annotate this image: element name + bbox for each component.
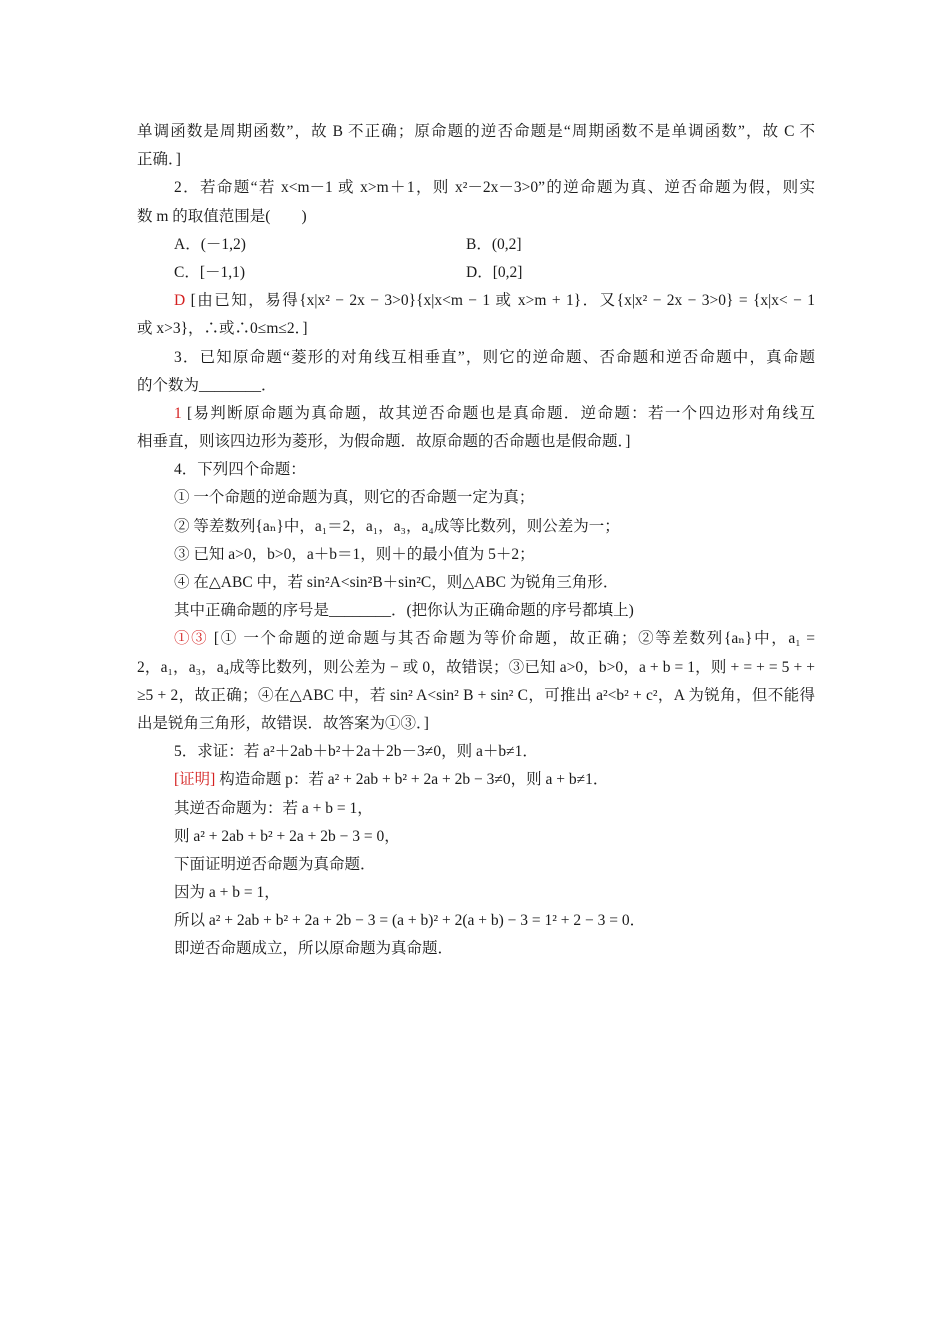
text-line: 因为 a + b = 1，	[174, 884, 280, 902]
option-c: C．[－1,1)	[174, 263, 246, 281]
text-line: 则 a² + 2ab + b² + 2a + 2b − 3 = 0，	[174, 827, 400, 845]
text-line: 2，a₁，a₃，a₄成等比数列，则公差为 − 或 0，故错误；③已知 a>0，b>0，a + b = 1，则 + = + = 5 + +	[137, 658, 815, 676]
answer-options-row	[137, 231, 815, 259]
answer-line: D [由已知，易得{x|x² − 2x − 3>0}{x|x<m − 1 或 x>m + 1}．又{x|x² − 2x − 3>0} = {x|x< − 1	[174, 292, 815, 310]
text-line: 5．求证：若 a²＋2ab＋b²＋2a＋2b－3≠0，则 a＋b≠1．	[174, 743, 538, 761]
text-line: 4．下列四个命题：	[174, 461, 306, 479]
text-line: 或 x>3}，∴或∴0≤m≤2．]	[137, 320, 308, 338]
text-line: 出是锐角三角形，故错误．故答案为①③．]	[137, 714, 429, 732]
text-line: ≥5 + 2，故正确；④在△ABC 中，若 sin² A<sin² B + sin² C，可推出 a²<b² + c²，A 为锐角，但不能得	[137, 686, 815, 704]
text-line: 正确．]	[137, 151, 181, 169]
text-line: 数 m 的取值范围是( )	[137, 207, 307, 225]
option-b: B．(0,2]	[466, 235, 522, 253]
option-a: A．(－1,2)	[174, 235, 246, 253]
text-line: 其中正确命题的序号是________．(把你认为正确命题的序号都填上)	[174, 602, 634, 620]
answer-marker: 1	[174, 404, 182, 422]
text-line: 相垂直，则该四边形为菱形，为假命题．故原命题的否命题也是假命题．]	[137, 433, 631, 451]
answer-marker: ①③	[174, 630, 209, 648]
text-line: 2．若命题“若 x<m－1 或 x>m＋1，则 x²－2x－3>0”的逆命题为真、逆否命题为假，则实	[174, 179, 815, 197]
answer-marker: [证明]	[174, 771, 216, 789]
document-page	[137, 118, 815, 964]
text-line: 下面证明逆否命题为真命题．	[174, 855, 376, 873]
option-d: D．[0,2]	[466, 263, 523, 281]
answer-line: 1 [易判断原命题为真命题，故其逆否命题也是真命题．逆命题：若一个四边形对角线互	[174, 404, 815, 422]
text-line: ② 等差数列{aₙ}中，a₁＝2，a₁，a₃，a₄成等比数列，则公差为一；	[174, 517, 620, 535]
text-line: ③ 已知 a>0，b>0，a＋b＝1，则＋的最小值为 5＋2；	[174, 545, 535, 563]
text-line: 其逆否命题为：若 a + b = 1，	[174, 799, 373, 817]
text-line: 的个数为________．	[137, 376, 277, 394]
answer-marker: D	[174, 292, 186, 310]
answer-line: ①③ [① 一个命题的逆命题与其否命题为等价命题，故正确；②等差数列{aₙ}中，a₁ =	[174, 630, 815, 648]
text-line: ① 一个命题的逆命题为真，则它的否命题一定为真；	[174, 489, 535, 507]
text-line: 即逆否命题成立，所以原命题为真命题．	[174, 940, 454, 958]
text-line: 3．已知原命题“菱形的对角线互相垂直”，则它的逆命题、否命题和逆否命题中，真命题	[174, 348, 815, 366]
answer-options-row	[137, 259, 815, 287]
text-line: 所以 a² + 2ab + b² + 2a + 2b − 3 = (a + b)² + 2(a + b) − 3 = 1² + 2 − 3 = 0．	[174, 912, 646, 930]
text-line: 单调函数是周期函数”，故 B 不正确；原命题的逆否命题是“周期函数不是单调函数”，故 C 不	[137, 123, 815, 140]
text-line: ④ 在△ABC 中，若 sin²A<sin²B＋sin²C，则△ABC 为锐角三角形．	[174, 574, 619, 591]
proof-line: [证明] 构造命题 p：若 a² + 2ab + b² + 2a + 2b − 3≠0，则 a + b≠1．	[174, 771, 609, 789]
